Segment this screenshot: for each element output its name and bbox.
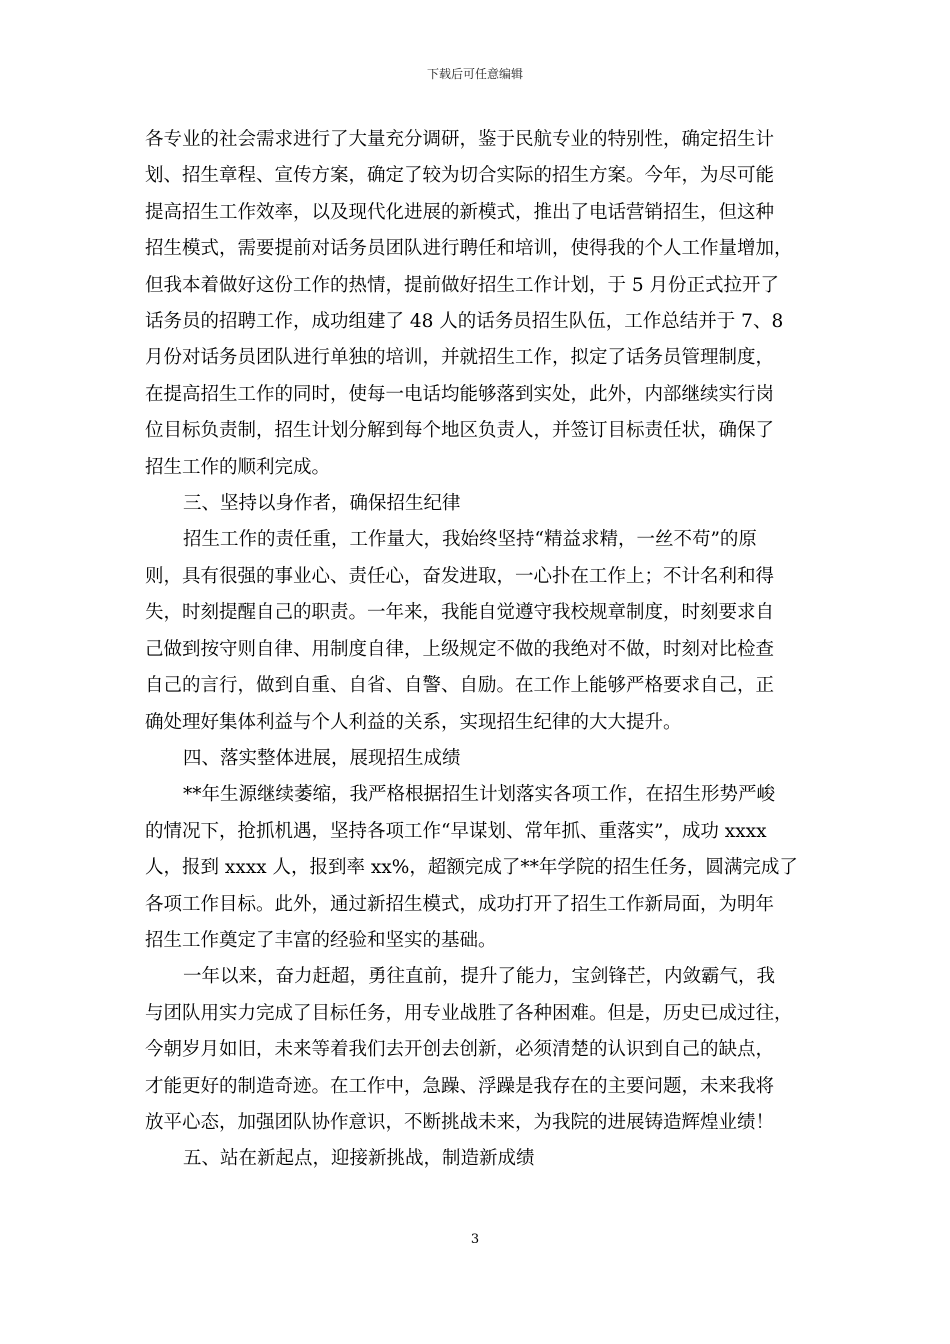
- text-line: 确处理好集体利益与个人利益的关系，实现招生纪律的大大提升。: [145, 711, 682, 733]
- text-line: 失，时刻提醒自己的职责。一年来，我能自觉遵守我校规章制度，时刻要求自: [145, 602, 775, 624]
- text-line: 各专业的社会需求进行了大量充分调研，鉴于民航专业的特别性，确定招生计: [145, 129, 775, 150]
- text-line: 但我本着做好这份工作的热情，提前做好招生工作计划，于 5 月份正式拉开了: [145, 274, 780, 296]
- text-line: 提高招生工作效率，以及现代化进展的新模式，推出了电话营销招生，但这种: [145, 201, 775, 223]
- text-line: 划、招生章程、宣传方案，确定了较为切合实际的招生方案。今年，为尽可能: [145, 165, 775, 187]
- text-line: 今朝岁月如旧，未来等着我们去开创去创新，必须清楚的认识到自己的缺点，: [145, 1039, 775, 1061]
- text-line: 招生模式，需要提前对话务员团队进行聘任和培训，使得我的个人工作量增加，: [145, 238, 793, 260]
- text-line: 自己的言行，做到自重、自省、自警、自励。在工作上能够严格要求自己，正: [145, 675, 775, 697]
- text-line: **年生源继续萎缩，我严格根据招生计划落实各项工作，在招生形势严峻: [183, 784, 776, 806]
- text-line: 放平心态，加强团队协作意识，不断挑战未来，为我院的进展铸造辉煌业绩！: [145, 1111, 775, 1133]
- text-line: 己做到按守则自律、用制度自律，上级规定不做的我绝对不做，时刻对比检查: [145, 638, 775, 660]
- text-line: 招生工作的责任重，工作量大，我始终坚持“精益求精，一丝不苟”的原: [183, 529, 757, 551]
- text-line: 招生工作的顺利完成。: [145, 456, 331, 478]
- text-line: 位目标负责制，招生计划分解到每个地区负责人，并签订目标责任状，确保了: [145, 420, 775, 442]
- text-line: 话务员的招聘工作，成功组建了 48 人的话务员招生队伍，工作总结并于 7、8: [145, 311, 784, 333]
- page-header: 下载后可任意编辑: [426, 67, 523, 81]
- text-line: 一年以来，奋力赶超，勇往直前，提升了能力，宝剑锋芒，内敛霸气，我: [183, 966, 776, 988]
- text-line: 在提高招生工作的同时，使每一电话均能够落到实处，此外，内部继续实行岗: [145, 383, 775, 405]
- section-heading: 三、坚持以身作者，确保招生纪律: [183, 493, 461, 515]
- section-heading: 四、落实整体进展，展现招生成绩: [183, 747, 461, 769]
- text-line: 的情况下，抢抓机遇，坚持各项工作“早谋划、常年抓、重落实”，成功 xxxx: [145, 820, 767, 842]
- page-number: 3: [470, 1232, 480, 1247]
- text-line: 才能更好的制造奇迹。在工作中，急躁、浮躁是我存在的主要问题，未来我将: [145, 1075, 775, 1097]
- text-line: 人，报到 xxxx 人，报到率 xx%，超额完成了**年学院的招生任务，圆满完成了: [145, 857, 798, 879]
- document-body: [145, 122, 805, 1178]
- text-line: 月份对话务员团队进行单独的培训，并就招生工作，拟定了话务员管理制度，: [145, 347, 775, 369]
- text-line: 招生工作奠定了丰富的经验和坚实的基础。: [145, 929, 497, 951]
- section-heading: 五、站在新起点，迎接新挑战，制造新成绩: [183, 1148, 535, 1170]
- text-line: 与团队用实力完成了目标任务，用专业战胜了各种困难。但是，历史已成过往，: [145, 1002, 793, 1024]
- text-line: 则，具有很强的事业心、责任心，奋发进取，一心扑在工作上；不计名利和得: [145, 565, 775, 587]
- text-line: 各项工作目标。此外，通过新招生模式，成功打开了招生工作新局面，为明年: [145, 893, 775, 915]
